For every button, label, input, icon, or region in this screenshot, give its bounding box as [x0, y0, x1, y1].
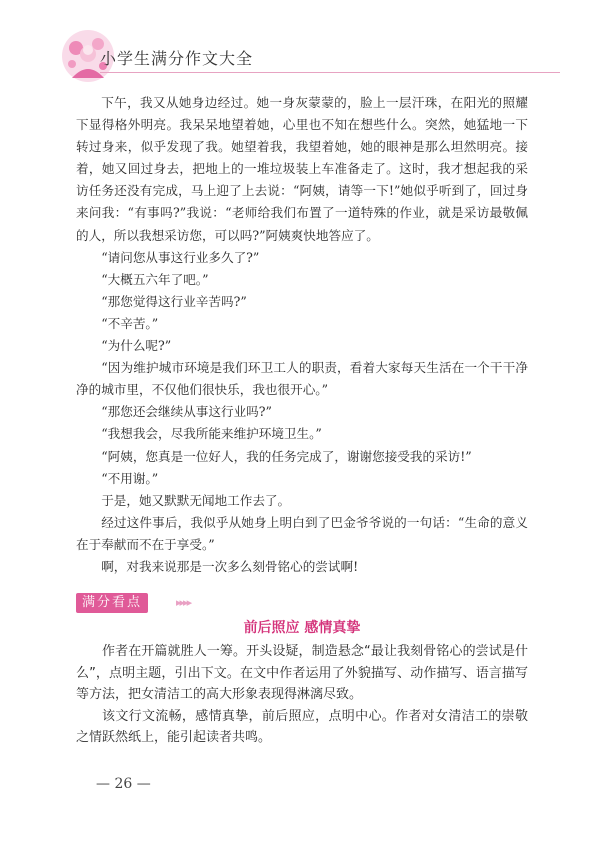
dialogue-line: “我想我会，尽我所能来维护环境卫生。” — [101, 426, 322, 442]
dialogue-line: “因为维护城市环境是我们环卫工人的职责，看着大家每天生活在一个干干净净的城市里，不仅他们很快乐，我也很开心。” — [76, 360, 528, 398]
commentary-body — [76, 641, 528, 749]
page-header — [0, 0, 595, 80]
highlights-badge: 满分看点 — [76, 593, 148, 613]
header-rule — [100, 72, 560, 73]
highlights-section-bar — [76, 593, 216, 615]
dialogue-line: “请问您从事这行业多久了?” — [101, 249, 260, 265]
commentary-paragraph: 作者在开篇就胜人一筹。开头设疑，制造悬念“最让我刻骨铭心的尝试是什么”，点明主题，引出下文。在文中作者运用了外貌描写、动作描写、语言描写等方法，把女清洁工的高大形象表现得淋漓尽致。 — [76, 644, 528, 703]
dialogue-line: “大概五六年了吧。” — [101, 271, 209, 287]
commentary-title: 前后照应 感情真挚 — [243, 620, 361, 636]
dialogue-line: “那您还会继续从事这行业吗?” — [101, 404, 272, 420]
page-number: — 26 — — [96, 776, 151, 792]
dialogue-line: “为什么呢?” — [101, 338, 172, 354]
dialogue-line: “阿姨，您真是一位好人，我的任务完成了，谢谢您接受我的采访!” — [101, 448, 472, 464]
dialogue-line: “那您觉得这行业辛苦吗?” — [101, 293, 247, 309]
dialogue-line: “不辛苦。” — [101, 315, 159, 331]
essay-paragraph: 于是，她又默默无闻地工作去了。 — [101, 492, 291, 508]
essay-body — [76, 92, 528, 578]
commentary-paragraph: 该文行文流畅，感情真挚，前后照应，点明中心。作者对女清洁工的崇敬之情跃然纸上，能引起读者共鸣。 — [76, 708, 528, 746]
essay-paragraph: 下午，我又从她身边经过。她一身灰蒙蒙的，脸上一层汗珠，在阳光的照耀下显得格外明亮。我呆呆地望着她，心里也不知在想些什么。突然，她猛地一下转过身来，似乎发现了我。她望着我，我望着她，她的眼神是那么坦然明亮。接着，她又回过身去，把地上的一堆垃圾装上车准备走了。这时，我才想起我的采访任务还没有完成，马上迎了上去说：“阿姨，请等一下!”她似乎听到了，回过身来问我：“有事吗?”我说：“老师给我们布置了一道特殊的作业，就是采访最敬佩的人，所以我想采访您，可以吗?”阿姨爽快地答应了。 — [76, 95, 528, 243]
dialogue-line: “不用谢。” — [101, 470, 159, 486]
essay-paragraph: 啊，对我来说那是一次多么刻骨铭心的尝试啊! — [101, 558, 359, 574]
essay-paragraph: 经过这件事后，我似乎从她身上明白到了巴金爷爷说的一句话：“生命的意义在于奉献而不在于享受。” — [76, 514, 528, 552]
arrow-icons: ▸▸▸▸ — [176, 596, 191, 609]
book-title: 小学生满分作文大全 — [100, 49, 254, 68]
